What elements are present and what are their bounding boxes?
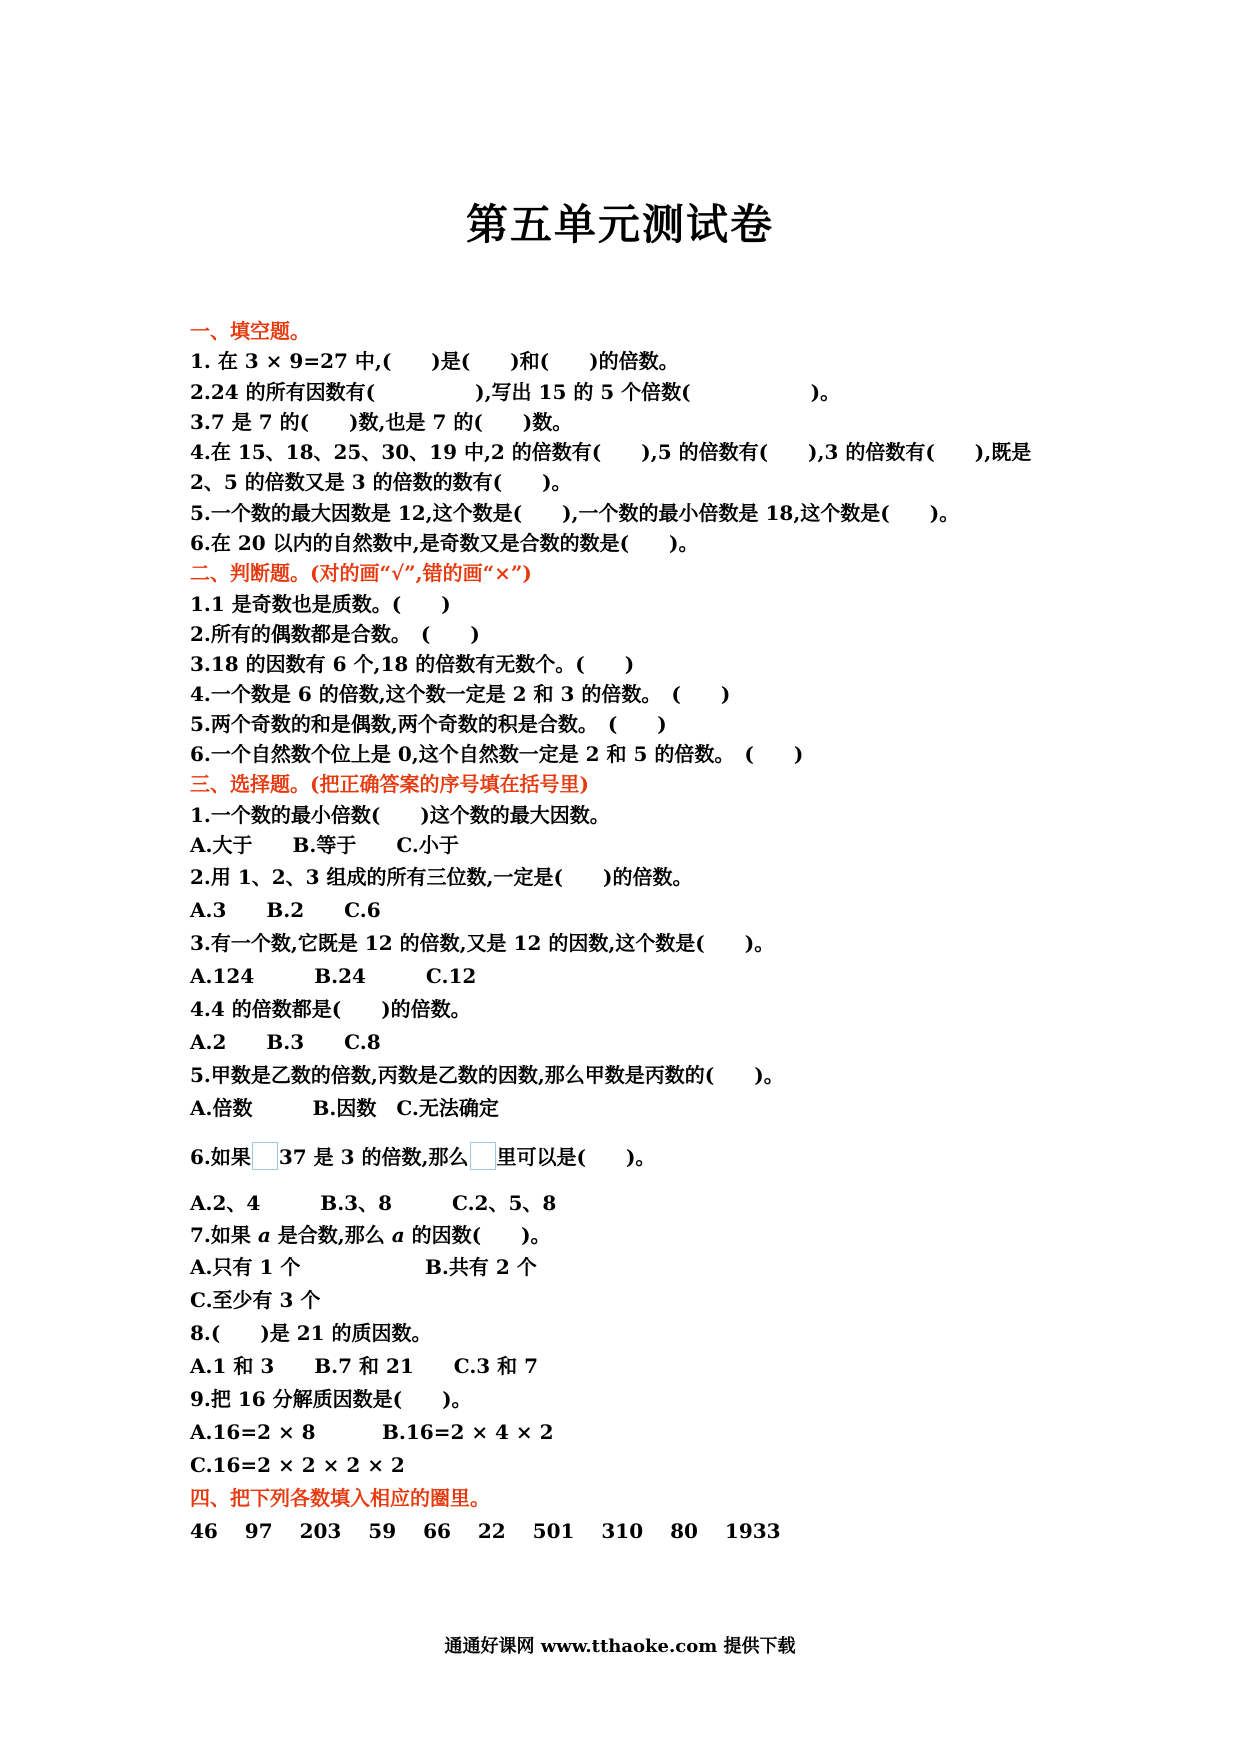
- footer-credit: 通通好课网 www.tthaoke.com 提供下载: [444, 1636, 796, 1657]
- question-line: 5.甲数是乙数的倍数,丙数是乙数的因数,那么甲数是丙数的( )。: [190, 1063, 784, 1087]
- question-line: 2.用 1、2、3 组成的所有三位数,一定是( )的倍数。: [190, 865, 693, 889]
- question-line: [190, 1142, 655, 1170]
- blank-box: [252, 1142, 278, 1170]
- question-line: [190, 1222, 551, 1248]
- question-line: 9.把 16 分解质因数是( )。: [190, 1387, 472, 1411]
- question-line: 1. 在 3 × 9=27 中,( )是( )和( )的倍数。: [190, 349, 679, 373]
- option-c: C.16=2 × 2 × 2 × 2: [190, 1453, 405, 1477]
- option-b: B.16=2 × 4 × 2: [382, 1420, 554, 1444]
- question-line: 1.一个数的最小倍数( )这个数的最大因数。: [190, 803, 610, 827]
- section-heading-fill-blank: 一、填空题。: [190, 319, 310, 343]
- question-line: 8.( )是 21 的质因数。: [190, 1321, 432, 1345]
- options-line: A.2 B.3 C.8: [190, 1030, 381, 1054]
- question-line: 1.1 是奇数也是质数。( ): [190, 592, 451, 616]
- section-heading-true-false: 二、判断题。(对的画“√”,错的画“×”): [190, 561, 532, 585]
- option-a: A.16=2 × 8: [190, 1420, 316, 1444]
- number-list: 46 97 203 59 66 22 501 310 80 1933: [190, 1519, 781, 1543]
- variable-a: a: [257, 1223, 271, 1247]
- question-line: 5.两个奇数的和是偶数,两个奇数的积是合数。 ( ): [190, 712, 667, 736]
- question-line: 4.在 15、18、25、30、19 中,2 的倍数有( ),5 的倍数有( ),3 的倍数有( ),既是: [190, 440, 1032, 464]
- question-line: 6.一个自然数个位上是 0,这个自然数一定是 2 和 5 的倍数。 ( ): [190, 742, 804, 766]
- question-line: 2.24 的所有因数有( ),写出 15 的 5 个倍数( )。: [190, 380, 841, 404]
- question-line: 3.18 的因数有 6 个,18 的倍数有无数个。( ): [190, 652, 635, 676]
- question-line: 2.所有的偶数都是合数。 ( ): [190, 622, 480, 646]
- options-line: A.1 和 3 B.7 和 21 C.3 和 7: [190, 1354, 539, 1378]
- question-text: 是合数,那么: [270, 1223, 392, 1247]
- question-text: 6.如果: [190, 1145, 251, 1169]
- question-line: 3.有一个数,它既是 12 的倍数,又是 12 的因数,这个数是( )。: [190, 931, 775, 955]
- question-line: 5.一个数的最大因数是 12,这个数是( ),一个数的最小倍数是 18,这个数是( )。: [190, 501, 960, 525]
- options-line: A.3 B.2 C.6: [190, 898, 381, 922]
- question-line: 2、5 的倍数又是 3 的倍数的数有( )。: [190, 470, 572, 494]
- section-heading-fill-circles: 四、把下列各数填入相应的圈里。: [190, 1486, 490, 1510]
- options-line: A.124 B.24 C.12: [190, 964, 477, 988]
- options-line: A.2、4 B.3、8 C.2、5、8: [190, 1191, 557, 1215]
- question-text: 的因数( )。: [404, 1223, 551, 1247]
- question-line: 4.一个数是 6 的倍数,这个数一定是 2 和 3 的倍数。 ( ): [190, 682, 731, 706]
- options-line: A.大于 B.等于 C.小于: [190, 833, 459, 857]
- question-line: 3.7 是 7 的( )数,也是 7 的( )数。: [190, 410, 573, 434]
- section-heading-multiple-choice: 三、选择题。(把正确答案的序号填在括号里): [190, 772, 589, 796]
- question-text: 里可以是( )。: [496, 1145, 656, 1169]
- question-line: 4.4 的倍数都是( )的倍数。: [190, 997, 471, 1021]
- variable-a: a: [391, 1223, 405, 1247]
- question-text: 7.如果: [190, 1223, 258, 1247]
- options-line: A.倍数 B.因数 C.无法确定: [190, 1096, 499, 1120]
- option-b: B.共有 2 个: [425, 1255, 537, 1279]
- option-c: C.至少有 3 个: [190, 1288, 321, 1312]
- blank-box: [470, 1142, 496, 1170]
- question-line: 6.在 20 以内的自然数中,是奇数又是合数的数是( )。: [190, 531, 699, 555]
- page-title: 第五单元测试卷: [465, 200, 774, 249]
- question-text: 37 是 3 的倍数,那么: [278, 1145, 469, 1169]
- option-a: A.只有 1 个: [190, 1255, 301, 1279]
